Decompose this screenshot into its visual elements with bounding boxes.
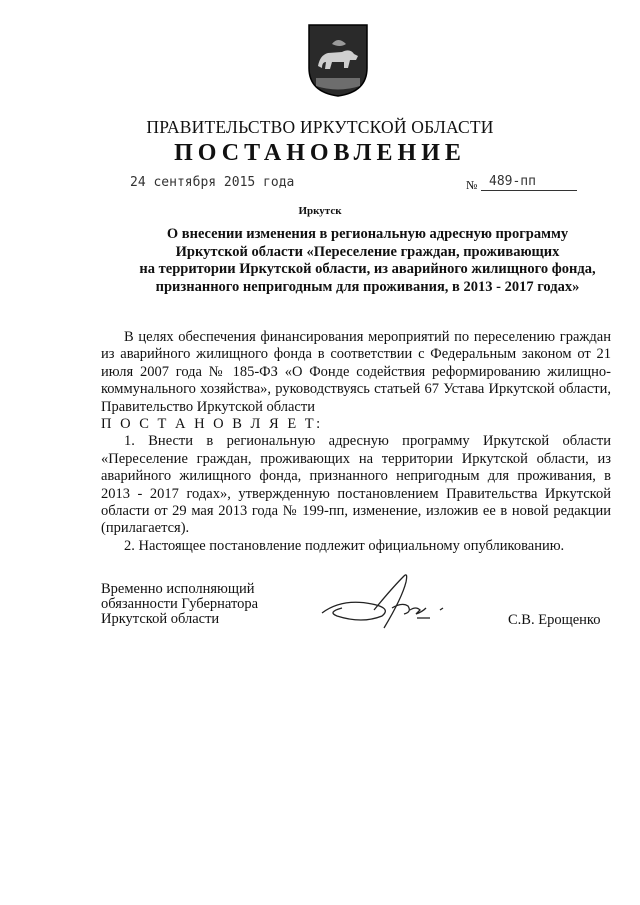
signer-position-line: Временно исполняющий: [101, 581, 255, 597]
document-city: Иркутск: [298, 205, 342, 217]
document-number: 489-пп: [481, 173, 577, 191]
resolves-heading: П О С Т А Н О В Л Я Е Т:: [101, 416, 323, 433]
document-title-line: признанного непригодным для проживания, в 2013 - 2017 годах»: [155, 278, 580, 295]
government-title: ПРАВИТЕЛЬСТВО ИРКУТСКОЙ ОБЛАСТИ: [146, 117, 494, 137]
signer-position-line: Иркутской области: [101, 611, 220, 627]
document-date: 24 сентября 2015 года: [130, 175, 295, 190]
preamble-paragraph: В целях обеспечения финансирования мероприятий по переселению граждан из аварийного жилищного фонда в соответствии с Федеральным законом от 21 июля 2007 года № 185-ФЗ «О Фонде содействия реформированию жилищно-коммунального хозяйства», руководствуясь статьей 67 Устава Иркутской области, Правительство Иркутской области: [101, 329, 611, 415]
document-type: ПОСТАНОВЛЕНИЕ: [174, 140, 466, 166]
document-title: [80, 226, 640, 296]
document-title-line: на территории Иркутской области, из аварийного жилищного фонда,: [139, 261, 596, 277]
document-title-line: Иркутской области «Переселение граждан, проживающих: [175, 243, 560, 260]
signer-position-line: обязанности Губернатора: [101, 596, 259, 612]
item-2-paragraph: 2. Настоящее постановление подлежит официальному опубликованию.: [124, 537, 565, 554]
handwritten-signature: [312, 568, 462, 638]
document-title-line: О внесении изменения в региональную адресную программу: [166, 226, 569, 242]
signer-position: [101, 582, 258, 627]
item-1-paragraph: 1. Внести в региональную адресную программу Иркутской области «Переселение граждан, проживающих на территории Иркутской области, из аварийного жилищного фонда, признанного непригодным для проживания, в 2013 - 2017 годах», утвержденную постановлением Правительства Иркутской области от 29 мая 2013 года № 199-пп, изменение, изложив ее в новой редакции (прилагается).: [101, 433, 611, 537]
number-sign: №: [466, 178, 478, 192]
document-body: [101, 329, 611, 555]
signer-name: С.В. Ерощенко: [508, 612, 601, 628]
coat-of-arms-icon: [306, 22, 370, 98]
